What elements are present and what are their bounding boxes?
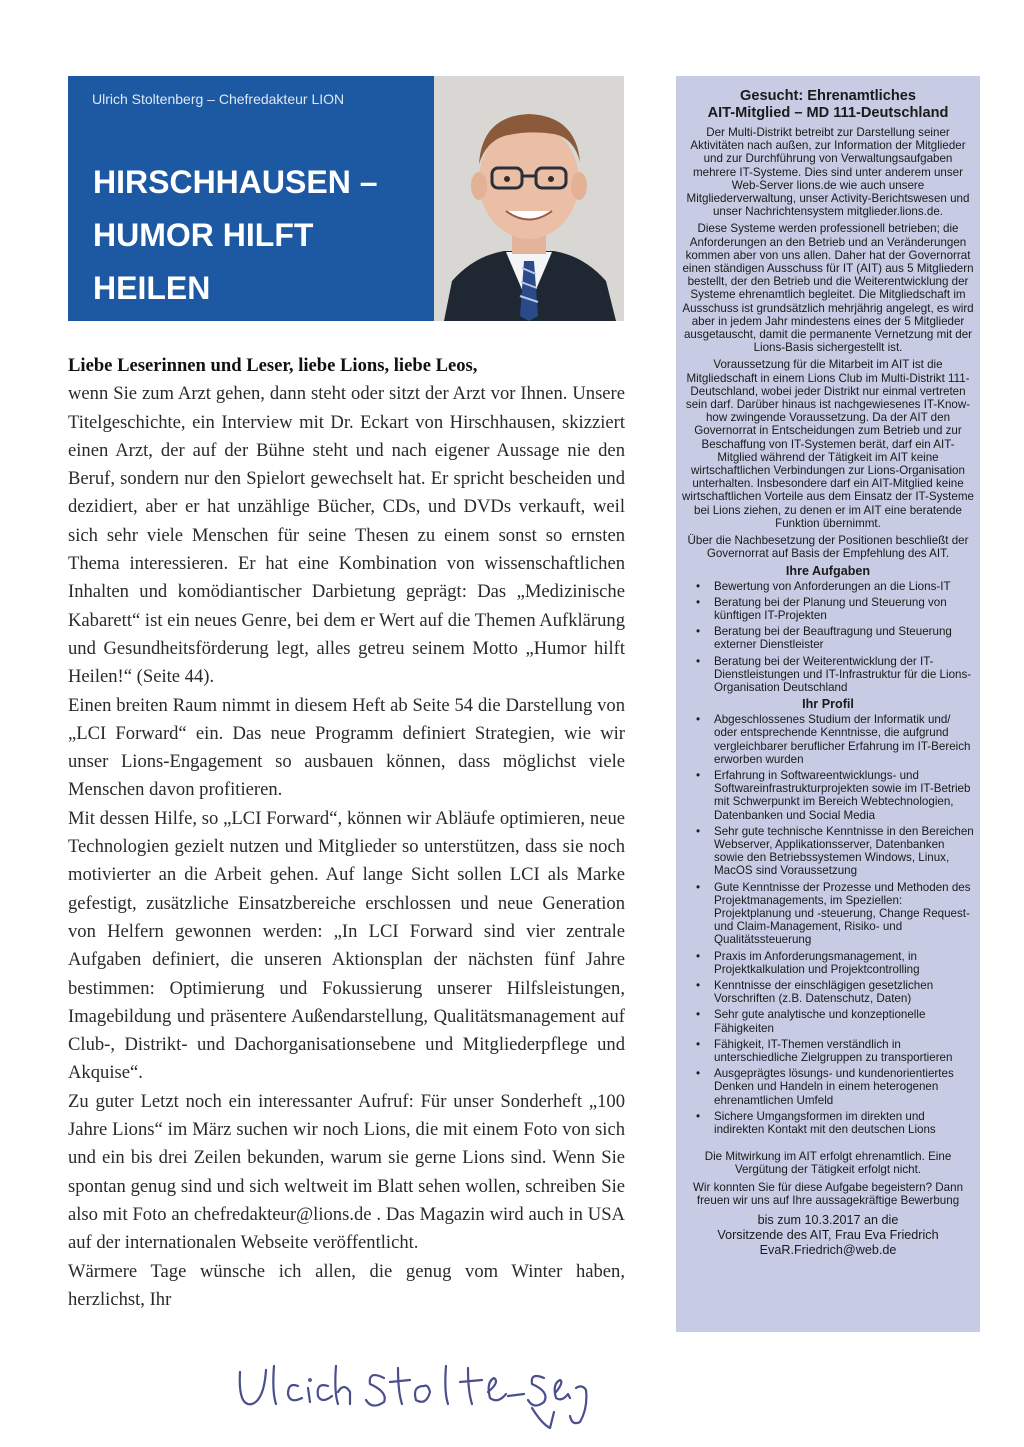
- posting-paragraph: Der Multi-Distrikt betreibt zur Darstellung seiner Aktivitäten nach außen, zur Information der Mitglieder und zur Durchführung von Verwaltungsaufgaben mehrere IT-Systeme. Dies sind unter anderem unser Web-Server lions.de wie auch unsere Mitgliederverwaltung, unser Activity-Berichtswesen und unser Nachrichtensystem mitglieder.lions.de.: [686, 126, 970, 219]
- list-item: • Ausgeprägtes lösungs- und kundenorientiertes Denken und Handeln in einem heterogenen ehrenamtlichen Umfeld: [696, 1067, 954, 1107]
- posting-paragraph: Die Mitwirkung im AIT erfolgt ehrenamtlich. Eine Vergütung der Tätigkeit erfolgt nicht.: [704, 1150, 952, 1177]
- author-kicker: Ulrich Stoltenberg – Chefredakteur LION: [92, 91, 345, 107]
- bullet-icon: •: [696, 1109, 701, 1123]
- author-photo: [434, 76, 624, 321]
- posting-paragraph: Wir konnten Sie für diese Aufgabe begeistern? Dann freuen wir uns auf Ihre aussagekräftige Bewerbung: [692, 1180, 964, 1207]
- posting-paragraph: Voraussetzung für die Mitarbeit im AIT ist die Mitgliedschaft in einem Lions Club im Multi-Distrikt 111-Deutschland, wobei jeder Distrikt nur einmal vertreten sein darf. Darüber hinaus ist nachgewiesenes IT-Know-how zwingende Voraussetzung. Da der AIT den Governorrat in Entscheidungen zum Betrieb und zur Beschaffung von IT-Systemen berät, darf ein AIT-Mitglied während der Tätigkeit im AIT keine wirtschaftlichen Verbindungen zur Lions-Organisation unterhalten. Insbesondere darf ein AIT-Mitglied keine wirtschaftlichen Vorteile aus dem Einsatz der IT-Systeme bei Lions ziehen, zu denen er im AIT eine beratende Funktion übernimmt.: [682, 358, 974, 530]
- job-posting-box: [676, 76, 980, 1332]
- list-item: • Abgeschlossenes Studium der Informatik und/ oder entsprechende Kenntnisse, die aufgrund vergleichbarer beruflicher Erfahrung im IT-Bereich erworben wurden: [696, 713, 971, 766]
- bullet-icon: •: [696, 1008, 701, 1022]
- list-item: • Beratung bei der Beauftragung und Steuerung externer Dienstleister: [696, 625, 952, 652]
- title-line: HUMOR HILFT: [93, 217, 314, 253]
- list-item: • Fähigkeit, IT-Themen verständlich in unterschiedliche Zielgruppen zu transportieren: [696, 1037, 953, 1064]
- editorial-text: [68, 352, 625, 1314]
- contact-block: [682, 1213, 974, 1258]
- list-item: • Kenntnisse der einschlägigen gesetzlichen Vorschriften (z.B. Datenschutz, Daten): [696, 978, 934, 1006]
- paragraph: Einen breiten Raum nimmt in diesem Heft ab Seite 54 die Darstellung von „LCI Forward“ ein. Das neue Programm definiert Strategien, wie wir unser Lions-Engagement so ausbauen können, dass möglichst viele Menschen davon profitieren.: [68, 694, 625, 801]
- bullet-icon: •: [696, 654, 701, 668]
- profile-heading: Ihr Profil: [802, 697, 854, 712]
- posting-title-line: AIT-Mitglied – MD 111-Deutschland: [707, 105, 949, 121]
- bullet-icon: •: [696, 978, 701, 992]
- bullet-icon: •: [696, 579, 701, 593]
- list-item: • Sehr gute analytische und konzeptionelle Fähigkeiten: [696, 1008, 926, 1035]
- contact-line: bis zum 10.3.2017 an die: [757, 1213, 899, 1228]
- bullet-icon: •: [696, 625, 701, 639]
- list-item: • Gute Kenntnisse der Prozesse und Methoden des Projektmanagements, im Speziellen: Projektplanung und -steuerung, Change Request- und Claim-Management, Risiko- und Qualitätssteuerung: [696, 880, 971, 947]
- title-line: HEILEN: [93, 270, 211, 306]
- tasks-heading: Ihre Aufgaben: [785, 563, 871, 578]
- bullet-icon: •: [696, 595, 701, 609]
- title-line: HIRSCHHAUSEN –: [93, 164, 378, 200]
- list-item: • Sichere Umgangsformen im direkten und indirekten Kontakt mit den deutschen Lions: [696, 1109, 936, 1137]
- posting-title: [682, 88, 974, 122]
- paragraph: Mit dessen Hilfe, so „LCI Forward“, können wir Abläufe optimieren, neue Technologien gezielt nutzen und Mitglieder so unterstützen, dass sie noch motivierter an die Arbeit gehen. Auf lange Sicht sollen LCI als Marke gefestigt, zusätzliche Einsatzbereiche erschlossen und neue Generation von Helfern gewonnen werden: „In LCI Forward sind vier zentrale Aufgaben definiert, die unseren Aktionsplan der nächsten fünf Jahre bestimmen: Optimierung und Fokussierung unserer Hilfsleistungen, Imagebildung und präsentere Außendarstellung, Qualitätsmanagement auf Club-, Distrikt- und Dachorganisationsebene und Mitgliederpflege und Akquise“.: [68, 807, 625, 1084]
- profile-list: [682, 713, 974, 1136]
- list-item: • Beratung bei der Planung und Steuerung von künftigen IT-Projekten: [696, 595, 947, 622]
- bullet-icon: •: [696, 768, 701, 782]
- bullet-icon: •: [696, 1037, 701, 1051]
- paragraph: Zu guter Letzt noch ein interessanter Aufruf: Für unser Sonderheft „100 Jahre Lions“ im März suchen wir noch Lions, die mit einem Foto von sich und ein bis drei Zeilen bekunden, warum sie gerne Lions sind. Wenn Sie spontan genug sind und sich weltweit im Blatt sehen wollen, schreiben Sie also mit Foto an chefredakteur@lions.de . Das Magazin wird auch in USA auf der internationalen Webseite veröffentlicht.: [68, 1090, 625, 1254]
- list-item: • Sehr gute technische Kenntnisse in den Bereichen Webserver, Applikationsserver, Datenbanken sowie den Betriebssystemen Windows, Linux, MacOS sind Voraussetzung: [696, 824, 974, 878]
- author-portrait-illustration: [434, 76, 624, 321]
- list-item: • Bewertung von Anforderungen an die Lions-IT: [696, 579, 951, 593]
- bullet-icon: •: [696, 1067, 701, 1081]
- bullet-icon: •: [696, 949, 701, 963]
- paragraph: wenn Sie zum Arzt gehen, dann steht oder sitzt der Arzt vor Ihnen. Unsere Titelgeschichte, ein Interview mit Dr. Eckart von Hirschhausen, skizziert einen Arzt, der auf der Bühne steht und nach eigener Aussage nie den Beruf, sondern nur den Spielort gewechselt hat. Er spricht bescheiden und dezidiert, aber er hat unzählige Bücher, CDs, und DVDs verkauft, weil sich sehr viele Menschen für seine Thesen zu einem sonst so ernsten Thema interessieren. Er hat eine Kombination von wissenschaftlichen Inhalten und komödiantischer Darbietung geprägt: Das „Medizinische Kabarett“ ist ein neues Genre, bei dem er Wert auf die Themen Aufklärung und Gesundheitsförderung legt, alles getreu seinem Motto „Humor hilft Heilen!“ (Seite 44).: [68, 383, 625, 688]
- paragraph: Wärmere Tage wünsche ich allen, die genug vom Winter haben, herzlichst, Ihr: [68, 1260, 625, 1310]
- posting-paragraph: Über die Nachbesetzung der Positionen beschließt der Governorrat auf Basis der Empfehlung des AIT.: [687, 534, 969, 561]
- bullet-icon: •: [696, 880, 701, 894]
- contact-line: Vorsitzende des AIT, Frau Eva Friedrich: [717, 1228, 939, 1243]
- bullet-icon: •: [696, 713, 701, 727]
- bullet-icon: •: [696, 824, 701, 838]
- list-item: • Beratung bei der Weiterentwicklung der IT-Dienstleistungen und IT-Infrastruktur für die Lions-Organisation Deutschland: [696, 654, 972, 694]
- posting-title-line: Gesucht: Ehrenamtliches: [740, 88, 916, 104]
- page-title: [93, 156, 393, 315]
- article-header: [68, 76, 624, 321]
- handwritten-signature: [232, 1352, 592, 1432]
- contact-email[interactable]: EvaR.Friedrich@web.de: [759, 1243, 897, 1258]
- posting-paragraph: Diese Systeme werden professionell betrieben; die Anforderungen an den Betrieb und an Veränderungen kommen aber von uns allen. Daher hat der Governorrat einen ständigen Ausschuss für IT (AIT) aus 5 Mitgliedern bestellt, der den Betrieb und die Weiterentwicklung der Systeme ehrenamtlich begleitet. Die Mitgliedschaft im Ausschuss ist grundsätzlich mehrjährig angelegt, es wird aber in jedem Jahr mindestens eines der 5 Mitglieder ausgetauscht, damit die permanente Vernetzung mit der Lions-Basis sichergestellt ist.: [682, 222, 974, 355]
- tasks-list: [682, 580, 974, 695]
- greeting: Liebe Leserinnen und Leser, liebe Lions, liebe Leos,: [68, 355, 478, 376]
- list-item: • Praxis im Anforderungsmanagement, in Projektkalkulation und Projektcontrolling: [696, 949, 920, 976]
- list-item: • Erfahrung in Softwareentwicklungs- und Softwareinfrastrukturprojekten sowie im IT-Betrieb mit Schwerpunkt im Bereich Webtechnologien, Datenbanken und Social Media: [696, 768, 971, 822]
